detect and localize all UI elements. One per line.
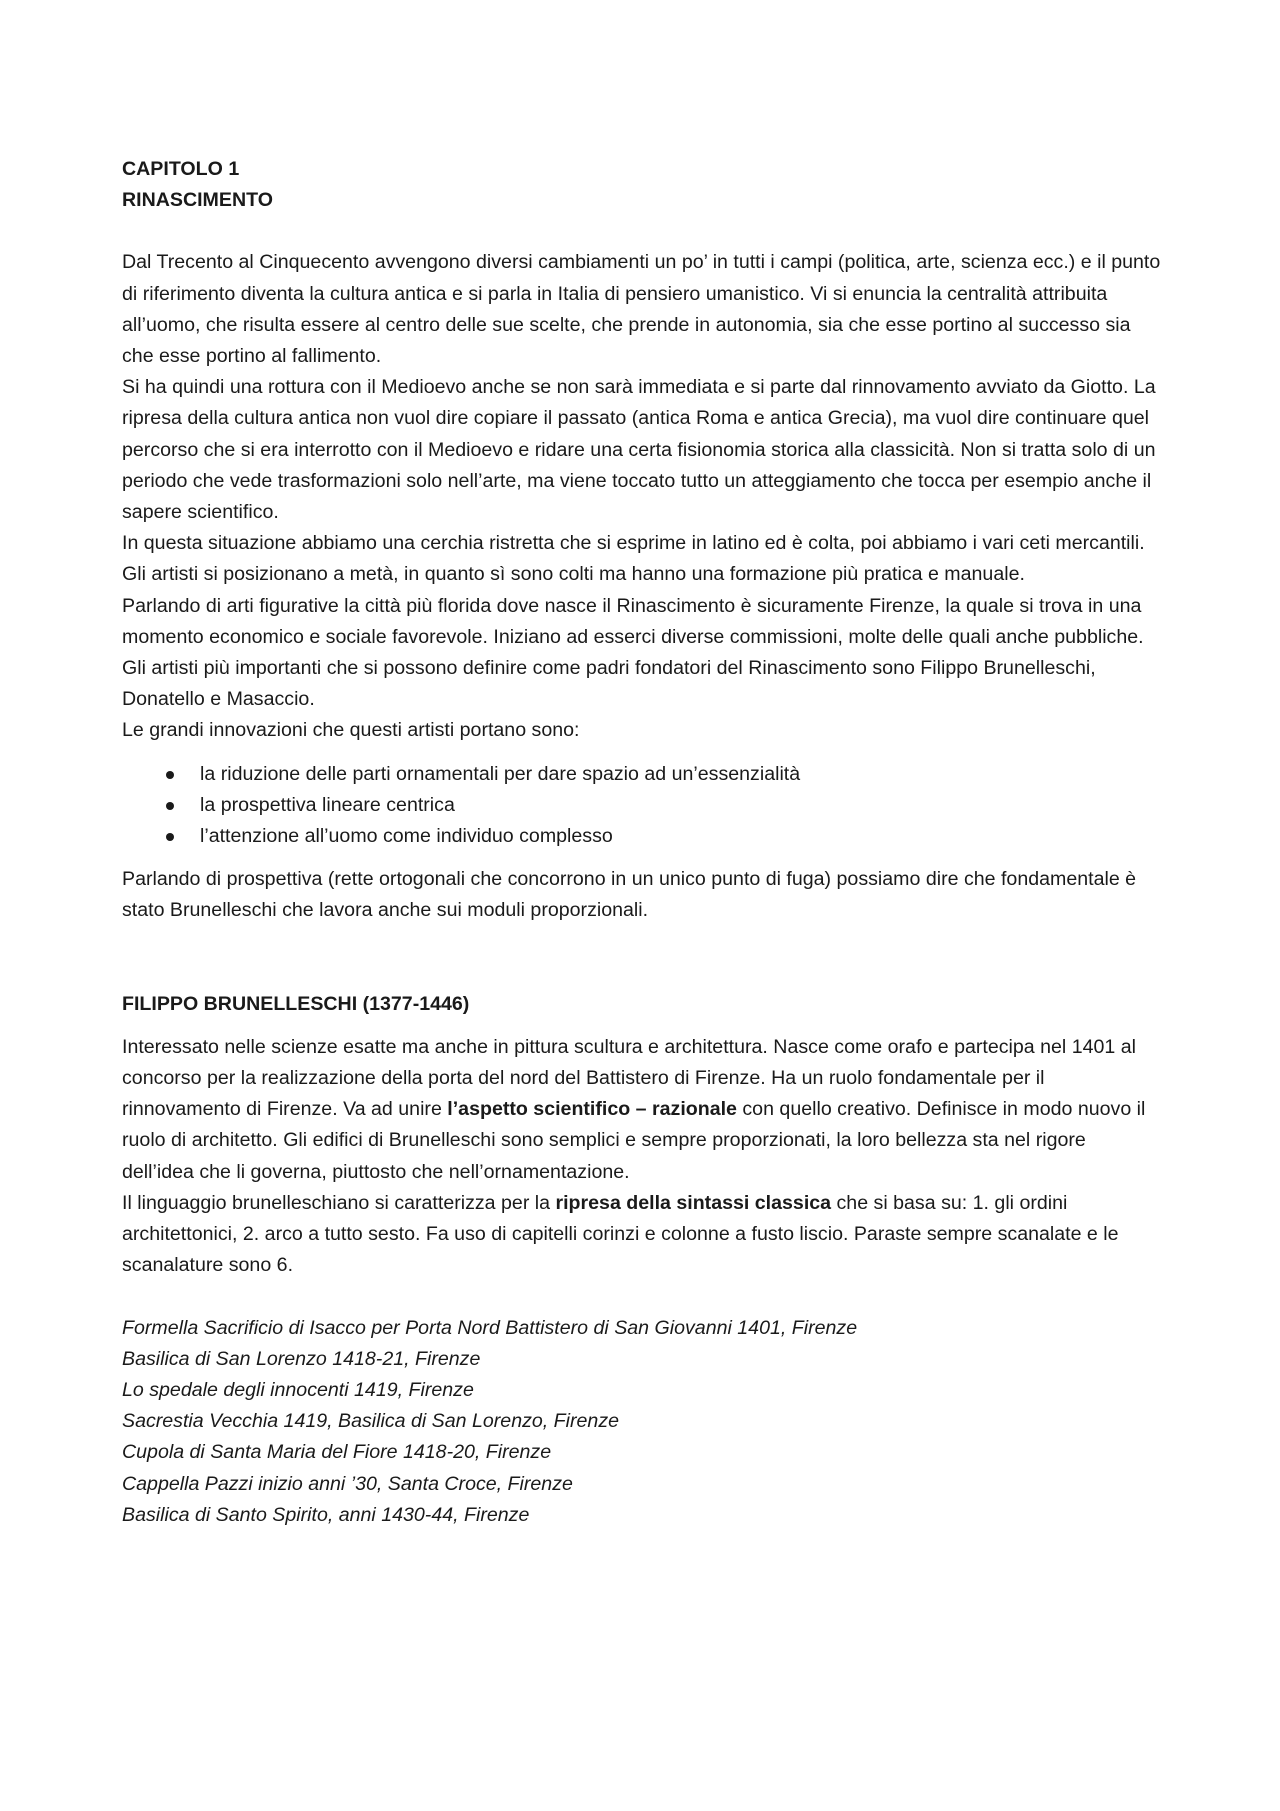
bullet-icon (166, 802, 174, 810)
work-item: Sacrestia Vecchia 1419, Basilica di San Lorenzo, Firenze (122, 1410, 620, 1433)
intro-paragraph: Si ha quindi una rottura con il Medioevo anche se non sarà immediata e si parte dal rinnovamento avviato da Giotto. La ripresa della cultura antica non vuol dire copiare il passato (antica Roma e antica Grecia), ma vuol dire continuare quel percorso che si era interrotto con il Medioevo e ridare una certa fisionomia storica alla classicità. Non si tratta solo di un periodo che vede trasformazioni solo nell’arte, ma viene toccato tutto un atteggiamento che tocca per esempio anche il sapere scientifico. (122, 376, 1156, 524)
spacer (122, 216, 1162, 247)
bold-text: l’aspetto scientifico – razionale (447, 1098, 737, 1121)
work-item: Formella Sacrificio di Isacco per Porta Nord Battistero di San Giovanni 1401, Firenze (122, 1316, 858, 1339)
list-item-text: la prospettiva lineare centrica (200, 793, 455, 816)
intro-paragraph: In questa situazione abbiamo una cerchia ristretta che si esprime in latino ed è colta, poi abbiamo i vari ceti mercantili. Gli artisti si posizionano a metà, in quanto sì sono colti ma hanno una formazione più pratica e manuale. (122, 532, 1145, 586)
work-item: Basilica di San Lorenzo 1418-21, Firenze (122, 1347, 481, 1370)
section-heading: FILIPPO BRUNELLESCHI (1377-1446) (122, 992, 470, 1015)
bullet-icon (166, 833, 174, 841)
work-item: Cupola di Santa Maria del Fiore 1418-20, Firenze (122, 1441, 552, 1464)
work-item: Basilica di Santo Spirito, anni 1430-44, Firenze (122, 1503, 530, 1526)
spacer (122, 927, 1162, 989)
text-run: che si basa su: 1. gli ordini architettonici, 2. arco a tutto sesto. Fa uso di capitelli corinzi e colonne a fusto liscio. Paraste sempre scanalate e le scanalature sono 6. (122, 1191, 1119, 1277)
text-run: Il linguaggio brunelleschiano si caratterizza per la (122, 1191, 556, 1214)
chapter-label: CAPITOLO 1 (122, 158, 240, 180)
work-item: Lo spedale degli innocenti 1419, Firenze (122, 1378, 474, 1401)
brunelleschi-paragraph (122, 1032, 1162, 1188)
intro-paragraph: Dal Trecento al Cinquecento avvengono diversi cambiamenti un po’ in tutti i campi (politica, arte, scienza ecc.) e il punto di riferimento diventa la cultura antica e si parla in Italia di pensiero umanistico. Vi si enuncia la centralità attribuita all’uomo, che risulta essere al centro delle sue scelte, che prende in autonomia, sia che esse portino al successo sia che esse portino al fallimento. (122, 251, 1161, 368)
bullet-icon (166, 771, 174, 779)
brunelleschi-paragraph (122, 1188, 1162, 1282)
spacer (122, 1020, 1162, 1032)
chapter-title: RINASCIMENTO (122, 189, 273, 212)
innovations-list (122, 759, 1162, 853)
text-run: Interessato nelle scienze esatte ma anche in pittura scultura e architettura. Nasce come orafo e partecipa nel 1401 al concorso per la realizzazione della porta del nord del Battistero di Firenze. Ha un ruolo fondamentale per il rinnovamento di Firenze. Va ad unire (122, 1035, 1137, 1121)
bold-text: ripresa della sintassi classica (555, 1191, 832, 1214)
document-page (122, 154, 1162, 1531)
intro-paragraph: Le grandi innovazioni che questi artisti portano sono: (122, 719, 580, 742)
spacer (122, 1282, 1162, 1313)
list-item-text: l’attenzione all’uomo come individuo complesso (200, 825, 613, 848)
intro-section (122, 247, 1162, 746)
work-item: Cappella Pazzi inizio anni ’30, Santa Croce, Firenze (122, 1472, 573, 1495)
intro-paragraph: Parlando di arti figurative la città più florida dove nasce il Rinascimento è sicuramente Firenze, la quale si trova in una momento economico e sociale favorevole. Iniziano ad esserci diverse commissioni, molte delle quali anche pubbliche. Gli artisti più importanti che si possono definire come padri fondatori del Rinascimento sono Filippo Brunelleschi, Donatello e Masaccio. (122, 594, 1144, 711)
perspective-paragraph: Parlando di prospettiva (rette ortogonali che concorrono in un unico punto di fuga) possiamo dire che fondamentale è stato Brunelleschi che lavora anche sui moduli proporzionali. (122, 868, 1137, 922)
text-run: con quello creativo. Definisce in modo nuovo il ruolo di architetto. Gli edifici di Brunelleschi sono semplici e sempre proporzionati, la loro bellezza sta nel rigore dell’idea che li governa, piuttosto che nell’ornamentazione. (122, 1098, 1146, 1183)
list-item (122, 759, 1162, 790)
list-item (122, 821, 1162, 852)
works-list (122, 1313, 1162, 1531)
list-item (122, 790, 1162, 821)
list-item-text: la riduzione delle parti ornamentali per dare spazio ad un’essenzialità (200, 762, 801, 785)
